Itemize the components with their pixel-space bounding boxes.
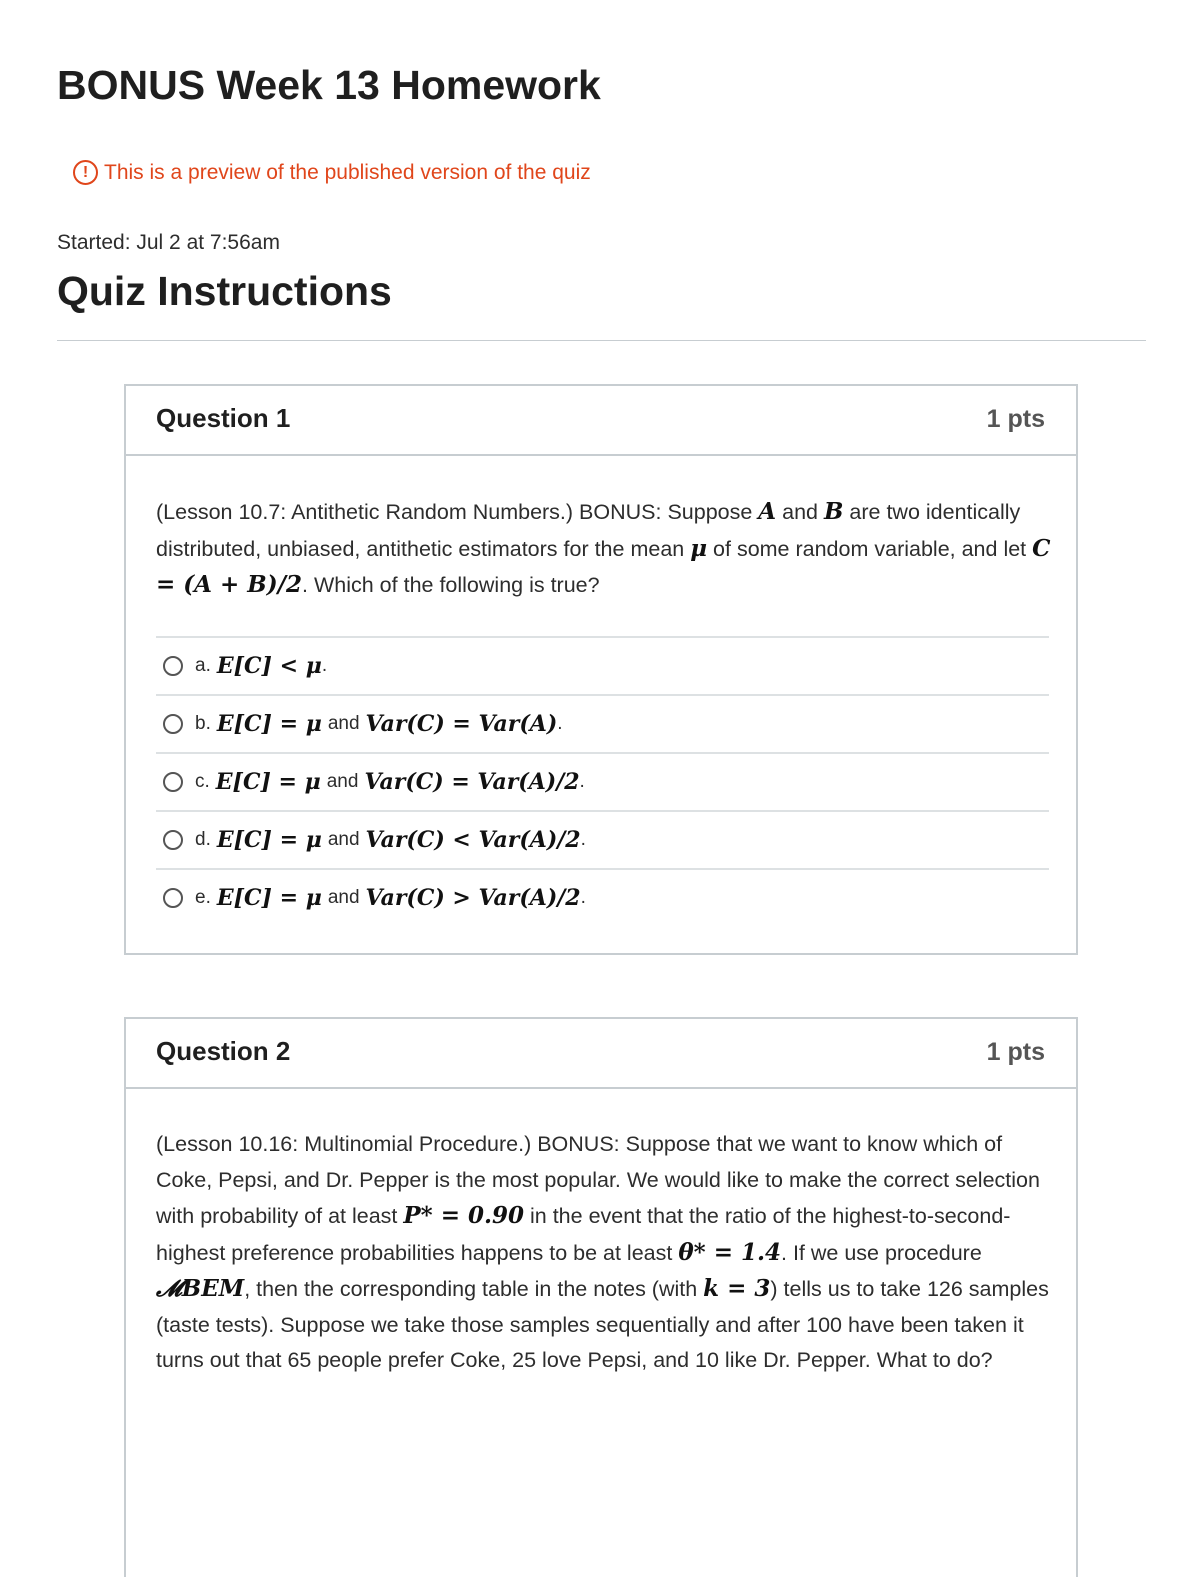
question-text <box>156 494 1056 604</box>
math-variable-b: B <box>823 498 844 525</box>
answer-conjunction: and <box>327 713 360 734</box>
question-title: Question 1 <box>156 403 291 433</box>
question-text-part: ) tells us to take 126 samples (taste tests). Suppose we take those samples sequentially and after 100 have been taken it turns out that 65 people prefer Coke, 25 love Pepsi, and 10 like Dr. Pepper. What to do? <box>156 1277 1049 1372</box>
math-variable-mu: μ <box>690 534 708 562</box>
answer-end: . <box>579 771 585 792</box>
preview-notice <box>73 160 591 185</box>
started-timestamp: Started: Jul 2 at 7:56am <box>57 231 280 254</box>
question-text-part: , then the corresponding table in the notes (with <box>244 1277 704 1301</box>
question-text <box>156 1127 1056 1379</box>
math-procedure-mbem: 𝓜BEM <box>156 1275 245 1302</box>
answer-expression: Var(C) = Var(A)/2 <box>364 769 580 795</box>
answer-expression: E[C] = μ <box>215 769 321 795</box>
answer-expression: E[C] = μ <box>216 885 322 911</box>
radio-button[interactable] <box>163 830 183 850</box>
answer-letter: b. <box>195 713 211 734</box>
answer-letter: e. <box>195 887 211 908</box>
answer-list <box>156 636 1049 926</box>
quiz-title: BONUS Week 13 Homework <box>57 62 601 108</box>
answer-option-c[interactable] <box>156 752 1049 810</box>
preview-notice-text: This is a preview of the published version of the quiz <box>104 160 591 184</box>
answer-option-a[interactable] <box>156 636 1049 694</box>
answer-expression: Var(C) > Var(A)/2 <box>365 885 581 911</box>
radio-button[interactable] <box>163 656 183 676</box>
math-expression-theta-star: θ* = 1.4 <box>678 1238 781 1266</box>
answer-conjunction: and <box>326 771 359 792</box>
question-points: 1 pts <box>986 405 1045 433</box>
answer-letter: d. <box>195 829 211 850</box>
quiz-instructions-heading: Quiz Instructions <box>57 268 392 314</box>
answer-end: . <box>321 655 328 676</box>
divider <box>57 340 1146 341</box>
warning-circle-icon: ! <box>73 160 98 185</box>
answer-option-e[interactable] <box>156 868 1049 926</box>
answer-option-d[interactable] <box>156 810 1049 868</box>
answer-end: . <box>557 713 563 734</box>
answer-expression: Var(C) < Var(A)/2 <box>365 827 581 853</box>
question-text-part: (Lesson 10.16: Multinomial Procedure.) BONUS: Suppose that we want to know which of Coke, Pepsi, and Dr. Pepper is the most popular. We would like to make the correct selection with probability of at least <box>156 1132 1040 1228</box>
math-expression-k: k = 3 <box>703 1275 771 1302</box>
question-points: 1 pts <box>986 1038 1045 1066</box>
radio-button[interactable] <box>163 714 183 734</box>
answer-expression: E[C] < μ <box>216 653 322 679</box>
answer-option-b[interactable] <box>156 694 1049 752</box>
question-header <box>126 1019 1076 1089</box>
question-header <box>126 386 1076 456</box>
math-expression-p-star: P* = 0.90 <box>403 1202 525 1229</box>
question-text-part: in the event that the ratio of the highest-to-second-highest preference probabilities happens to be at least <box>156 1204 1011 1265</box>
answer-letter: c. <box>195 771 210 792</box>
answer-end: . <box>580 887 586 908</box>
answer-expression: E[C] = μ <box>216 827 322 853</box>
answer-conjunction: and <box>327 829 360 850</box>
question-text-part: . Which of the following is true? <box>302 573 600 597</box>
question-1-card <box>124 384 1078 955</box>
question-text-part: are two identically distributed, unbiased, antithetic estimators for the mean <box>156 500 1021 561</box>
question-title: Question 2 <box>156 1036 291 1066</box>
question-text-part: (Lesson 10.7: Antithetic Random Numbers.) BONUS: Suppose <box>156 500 759 524</box>
answer-letter: a. <box>195 655 211 676</box>
answer-expression: E[C] = μ <box>216 711 322 737</box>
question-2-card <box>124 1017 1078 1577</box>
question-text-part: of some random variable, and let <box>707 536 1033 561</box>
answer-end: . <box>580 829 586 850</box>
math-variable-a: A <box>758 498 777 525</box>
math-expression-c: C = (A + B)/2 <box>156 534 1051 598</box>
radio-button[interactable] <box>163 772 183 792</box>
answer-conjunction: and <box>327 887 360 908</box>
question-text-part: and <box>776 500 824 524</box>
question-text-part: . If we use procedure <box>781 1240 982 1265</box>
radio-button[interactable] <box>163 888 183 908</box>
answer-expression: Var(C) = Var(A) <box>365 711 558 737</box>
